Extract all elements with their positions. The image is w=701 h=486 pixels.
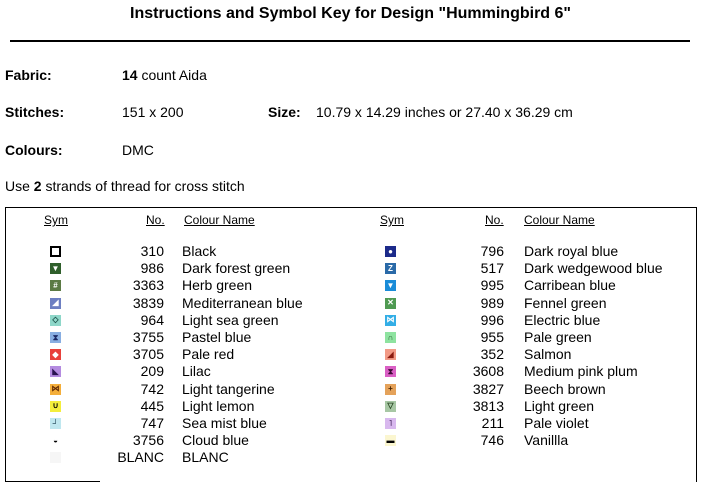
- title-rule: [10, 40, 690, 42]
- colour-name: Dark royal blue: [524, 243, 619, 259]
- stitches-value: 151 x 200: [122, 104, 184, 120]
- colours-value: DMC: [122, 142, 154, 158]
- strands-count: 2: [33, 178, 42, 194]
- cup-icon: ∪: [50, 401, 61, 412]
- size-value: 10.79 x 14.29 inches or 27.40 x 36.29 cm: [316, 104, 573, 120]
- key-row-right: [6, 363, 696, 380]
- dmc-number: 3839: [132, 294, 164, 311]
- bowtie-icon: ⋈: [386, 315, 395, 325]
- cross-icon: ✕: [385, 298, 396, 309]
- dmc-number: 796: [480, 243, 504, 259]
- circle-icon: ●: [385, 246, 396, 257]
- colour-name: Pale green: [524, 329, 592, 345]
- hourglass-icon: ⧗: [50, 332, 61, 343]
- colour-name: Lilac: [182, 363, 211, 380]
- colour-name: Salmon: [524, 346, 572, 363]
- colour-name: BLANC: [182, 449, 229, 466]
- dmc-number: BLANC: [117, 449, 164, 466]
- header-no-right: No.: [485, 213, 504, 227]
- key-row-right: [6, 346, 696, 363]
- fabric-value: [122, 67, 207, 83]
- key-row-right: [6, 312, 696, 329]
- header-sym-left: Sym: [44, 213, 68, 227]
- dmc-number: 955: [480, 329, 504, 345]
- colour-name: Beech brown: [524, 380, 606, 397]
- colour-name: Light tangerine: [182, 380, 275, 397]
- colour-name: Fennel green: [524, 294, 607, 311]
- header-sym-right: Sym: [380, 213, 404, 227]
- key-row-right: [6, 295, 696, 312]
- colour-name: Dark wedgewood blue: [524, 260, 663, 277]
- header-name-right: Colour Name: [524, 213, 595, 227]
- fabric-count: 14: [122, 67, 138, 83]
- down-triangle-icon: ▼: [386, 280, 395, 290]
- header-name-left: Colour Name: [184, 213, 255, 227]
- dmc-number: 3756: [132, 432, 164, 449]
- colours-label: Colours:: [5, 142, 63, 158]
- dmc-number: 211: [481, 415, 504, 431]
- key-row-right: [6, 398, 696, 415]
- colour-name: Herb green: [182, 277, 253, 294]
- dmc-number: 3813: [472, 397, 504, 414]
- size-label: Size:: [268, 104, 301, 120]
- colour-name: Black: [182, 243, 217, 259]
- colour-name: Pastel blue: [182, 329, 252, 345]
- corner-icon: ┘: [50, 418, 61, 429]
- strands-instruction: [5, 178, 245, 194]
- dmc-number: 3705: [132, 346, 164, 363]
- dmc-number: 352: [480, 346, 504, 363]
- colour-name: Light sea green: [182, 311, 279, 328]
- hash-icon: #: [50, 280, 61, 291]
- table-bottom-rule: [5, 481, 100, 482]
- dmc-number: 996: [480, 311, 504, 328]
- stitches-label: Stitches:: [5, 104, 65, 120]
- corner-triangle-left-icon: ◣: [50, 366, 61, 377]
- diamond-icon: ◆: [50, 349, 61, 360]
- dmc-number: 742: [140, 380, 164, 397]
- colour-name: Pale red: [182, 346, 235, 363]
- colour-name: Dark forest green: [182, 260, 291, 277]
- dmc-number: 209: [140, 363, 164, 380]
- fabric-label: Fabric:: [5, 67, 52, 83]
- key-row-right: [6, 432, 696, 449]
- hourglass-icon: ⧗: [385, 366, 396, 377]
- colour-name: Sea mist blue: [182, 415, 267, 431]
- colour-name: Mediterranean blue: [182, 294, 303, 311]
- triangle-outline-icon: ▽: [385, 401, 396, 412]
- dmc-number: 3827: [472, 380, 504, 397]
- colour-name: Light green: [524, 397, 595, 414]
- symbol-key-table: [5, 207, 697, 482]
- cap-icon: ∩: [385, 332, 396, 343]
- colour-name: Medium pink plum: [524, 363, 638, 380]
- blank-icon: [50, 452, 61, 463]
- colour-name: Vanillla: [524, 432, 569, 449]
- page-title: Instructions and Symbol Key for Design "Hummingbird 6": [130, 5, 571, 22]
- plus-icon: +: [385, 384, 396, 395]
- dmc-number: 989: [480, 294, 504, 311]
- colour-name: Carribean blue: [524, 277, 616, 294]
- dmc-number: 986: [140, 260, 164, 277]
- down-triangle-icon: ▼: [51, 263, 60, 273]
- corner-triangle-icon: ◢: [385, 349, 396, 360]
- colour-name: Light lemon: [182, 397, 255, 414]
- header-no-left: No.: [146, 213, 165, 227]
- colour-name: Electric blue: [524, 311, 601, 328]
- dmc-number: 3363: [132, 277, 164, 294]
- corner-icon: ˥: [385, 418, 396, 429]
- z-icon: Z: [385, 263, 396, 274]
- key-row-right: [6, 415, 696, 432]
- strands-pre: Use: [5, 178, 34, 194]
- dmc-number: 3755: [132, 329, 164, 345]
- dmc-number: 3608: [472, 363, 504, 380]
- dmc-number: 746: [480, 432, 504, 449]
- half-circle-icon: ◒: [50, 435, 61, 446]
- dmc-number: 517: [480, 260, 504, 277]
- dmc-number: 310: [140, 243, 164, 259]
- key-row-right: [6, 260, 696, 277]
- diamond-outline-icon: ◇: [50, 315, 61, 326]
- key-row-right: [6, 277, 696, 294]
- dmc-number: 995: [480, 277, 504, 294]
- dmc-number: 964: [140, 311, 164, 328]
- dmc-number: 747: [140, 415, 164, 431]
- fabric-type: count Aida: [137, 67, 207, 83]
- key-row-right: [6, 329, 696, 346]
- colour-name: Cloud blue: [182, 432, 249, 449]
- key-row-right: [6, 243, 696, 260]
- corner-triangle-icon: ◢: [50, 298, 61, 309]
- key-row-left: [6, 449, 696, 466]
- bowtie-icon: ⋈: [51, 384, 60, 394]
- bar-icon: ▬: [386, 435, 395, 445]
- colour-name: Pale violet: [524, 415, 589, 431]
- key-row-right: [6, 381, 696, 398]
- dmc-number: 445: [140, 397, 164, 414]
- strands-post: strands of thread for cross stitch: [41, 178, 245, 194]
